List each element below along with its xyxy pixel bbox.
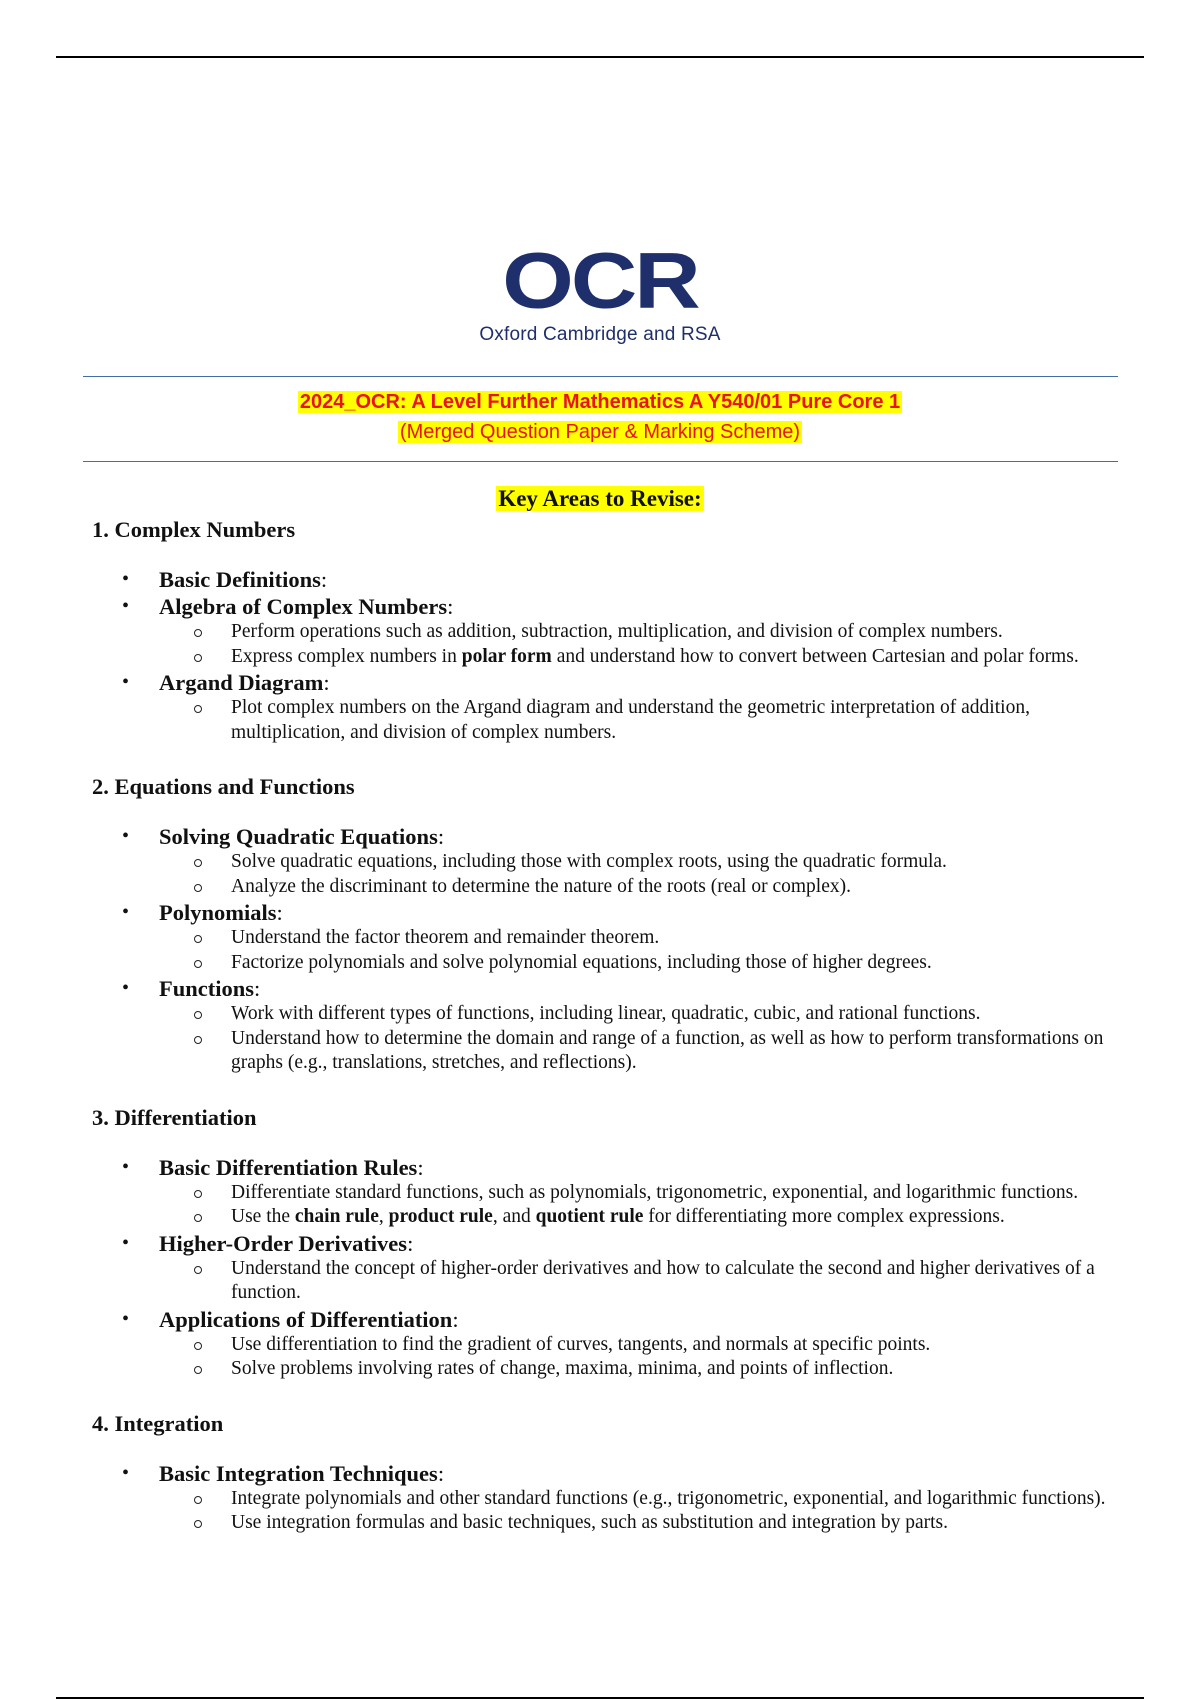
subtopic-text: Analyze the discriminant to determine the nature of the roots (real or complex). <box>231 875 851 897</box>
section <box>92 1410 1122 1536</box>
topic-list <box>92 1460 1122 1536</box>
subtopic-item <box>92 620 1122 645</box>
subtopic-item <box>92 1487 1122 1512</box>
topic-name: Basic Differentiation Rules <box>159 1154 418 1180</box>
topic-item: • Polynomials: Understand the factor theorem and remainder theorem. Factorize polynomials and solve polynomial equations, including those of higher degrees. <box>92 899 1122 975</box>
title-divider-bottom <box>83 461 1118 462</box>
revision-content <box>92 516 1122 1564</box>
bullet-icon: • <box>122 977 130 999</box>
bullet-icon: • <box>122 1307 130 1330</box>
title-line-2: (Merged Question Paper & Marking Scheme) <box>399 421 801 443</box>
circle-bullet-icon <box>194 1496 202 1504</box>
topic-name: Basic Integration Techniques <box>159 1460 438 1486</box>
subtopic-item <box>92 1205 1122 1230</box>
subtopic-text: Solve quadratic equations, including those with complex roots, using the quadratic formula. <box>231 851 947 872</box>
circle-bullet-icon <box>194 960 202 968</box>
circle-bullet-icon <box>194 1266 202 1274</box>
document-title <box>0 388 1200 448</box>
section-heading: 1. Complex Numbers <box>92 517 296 542</box>
topic-list <box>92 823 1122 1076</box>
bottom-rule <box>56 1697 1144 1699</box>
title-line-1: 2024_OCR: A Level Further Mathematics A Y540/01 Pure Core 1 <box>299 391 901 413</box>
topic-name: Polynomials <box>159 900 277 925</box>
ocr-logo <box>0 237 1200 346</box>
topic-item: • Basic Definitions: <box>122 567 328 592</box>
subtopic-text: Use differentiation to find the gradient of curves, tangents, and normals at specific points. <box>231 1333 931 1355</box>
subtopic-text: Plot complex numbers on the Argand diagram and understand the geometric interpretation of addition, multiplication, and division of complex numbers. <box>231 697 1030 743</box>
circle-bullet-icon <box>194 705 202 713</box>
topic-item: • Argand Diagram: Plot complex numbers on the Argand diagram and understand the geometric interpretation of addition, multiplication, and division of complex numbers. <box>92 669 1122 745</box>
subtopic-list <box>159 1002 1122 1076</box>
subtopic-text: Use integration formulas and basic techniques, such as substitution and integration by parts. <box>231 1512 949 1533</box>
subtopic-text: Differentiate standard functions, such as polynomials, trigonometric, exponential, and logarithmic functions. <box>231 1181 1079 1203</box>
subtopic-text: Understand the concept of higher-order derivatives and how to calculate the second and higher derivatives of a function. <box>231 1257 1095 1303</box>
subtopic-list <box>159 1333 1122 1382</box>
bullet-icon: • <box>122 595 130 617</box>
subtopic-item <box>92 951 1122 976</box>
subtopic-text: Express complex numbers in polar form and understand how to convert between Cartesian and polar forms. <box>231 645 1079 667</box>
circle-bullet-icon <box>194 935 202 943</box>
bullet-icon: • <box>122 901 130 923</box>
logo-subtitle: Oxford Cambridge and RSA <box>479 324 721 345</box>
subtopic-list <box>159 850 1122 899</box>
subtopic-list <box>159 1181 1122 1230</box>
topic-item: • Applications of Differentiation: Use differentiation to find the gradient of curves, tangents, and normals at specific points. Solve problems involving rates of change, maxima, minima, and points of inflection. <box>92 1306 1122 1382</box>
topic-name: Applications of Differentiation <box>159 1306 453 1332</box>
bullet-icon: • <box>122 1231 130 1254</box>
subtopic-item <box>92 1002 1122 1027</box>
title-divider-top <box>83 376 1118 377</box>
top-rule <box>56 56 1144 58</box>
subtopic-item <box>92 926 1122 951</box>
subtopic-item <box>92 1511 1122 1536</box>
subtopic-item <box>92 645 1122 670</box>
section <box>92 1104 1122 1382</box>
circle-bullet-icon <box>194 884 202 892</box>
section <box>92 773 1122 1076</box>
circle-bullet-icon <box>194 1214 202 1222</box>
subtopic-list <box>159 1487 1122 1536</box>
bullet-icon: • <box>122 568 130 590</box>
circle-bullet-icon <box>194 1366 202 1374</box>
topic-item: • Solving Quadratic Equations: Solve quadratic equations, including those with complex roots, using the quadratic formula. Analyze the discriminant to determine the nature of the roots (real or complex). <box>92 823 1122 899</box>
subtopic-text: Solve problems involving rates of change, maxima, minima, and points of inflection. <box>231 1358 894 1379</box>
circle-bullet-icon <box>194 654 202 662</box>
subtopic-list <box>159 926 1122 975</box>
section-heading: 4. Integration <box>92 1410 224 1436</box>
topic-name: Basic Definitions <box>159 567 321 592</box>
topic-item: • Algebra of Complex Numbers: Perform operations such as addition, subtraction, multiplication, and division of complex numbers. Express complex numbers in polar form and understand how to convert between Cartesian and polar forms. <box>92 593 1122 669</box>
bullet-icon: • <box>122 671 130 693</box>
circle-bullet-icon <box>194 1011 202 1019</box>
topic-name: Functions <box>159 976 255 1001</box>
subtopic-list <box>159 620 1122 669</box>
circle-bullet-icon <box>194 1190 202 1198</box>
topic-name: Higher-Order Derivatives <box>159 1230 408 1256</box>
topic-name: Argand Diagram <box>159 670 324 695</box>
subtopic-text: Integrate polynomials and other standard functions (e.g., trigonometric, exponential, and logarithmic functions). <box>231 1487 1106 1509</box>
circle-bullet-icon <box>194 859 202 867</box>
topic-item: • Basic Integration Techniques: Integrate polynomials and other standard functions (e.g., trigonometric, exponential, and logarithmic functions). Use integration formulas and basic techniques, such as substitution and integration by parts. <box>92 1460 1122 1536</box>
circle-bullet-icon <box>194 629 202 637</box>
subtopic-item <box>92 1257 1122 1306</box>
topic-list <box>92 1154 1122 1382</box>
topic-item: • Higher-Order Derivatives: Understand the concept of higher-order derivatives and how to calculate the second and higher derivatives of a function. <box>92 1230 1122 1306</box>
subtopic-text: Understand how to determine the domain and range of a function, as well as how to perform transformations on graphs (e.g., translations, stretches, and reflections). <box>231 1027 1104 1073</box>
subtopic-text: Use the chain rule, product rule, and quotient rule for differentiating more complex expressions. <box>231 1206 1005 1227</box>
topic-name: Solving Quadratic Equations <box>159 824 438 849</box>
subtopic-text: Work with different types of functions, including linear, quadratic, cubic, and rational functions. <box>231 1003 981 1024</box>
circle-bullet-icon <box>194 1342 202 1350</box>
logo-mark: OCR <box>502 237 698 325</box>
subtopic-item <box>92 1181 1122 1206</box>
section-heading: 2. Equations and Functions <box>92 774 355 799</box>
topic-name: Algebra of Complex Numbers <box>159 594 448 619</box>
bullet-icon: • <box>122 825 130 847</box>
subtopic-item <box>92 1027 1122 1076</box>
subtopic-list <box>159 1257 1122 1306</box>
circle-bullet-icon <box>194 1036 202 1044</box>
subtopic-item <box>92 850 1122 875</box>
subtopic-item <box>92 875 1122 900</box>
subtopic-item <box>92 1333 1122 1358</box>
subtopic-list <box>159 696 1122 745</box>
key-areas-heading: Key Areas to Revise: <box>498 486 702 511</box>
topic-item: • Functions: Work with different types of functions, including linear, quadratic, cubic, and rational functions. Understand how to determine the domain and range of a function, as well as how to perform transformations on graphs (e.g., translations, stretches, and reflections). <box>92 975 1122 1076</box>
subtopic-text: Understand the factor theorem and remainder theorem. <box>231 927 660 948</box>
subtopic-text: Perform operations such as addition, subtraction, multiplication, and division of complex numbers. <box>231 621 1003 642</box>
topic-item: • Basic Differentiation Rules: Differentiate standard functions, such as polynomials, trigonometric, exponential, and logarithmic functions. Use the chain rule, product rule, and quotient rule for differentiating more complex expressions. <box>92 1154 1122 1230</box>
subtopic-item <box>92 696 1122 745</box>
subtopic-item <box>92 1357 1122 1382</box>
topic-list <box>92 566 1122 745</box>
section <box>92 516 1122 745</box>
section-heading: 3. Differentiation <box>92 1104 257 1130</box>
circle-bullet-icon <box>194 1520 202 1528</box>
bullet-icon: • <box>122 1461 130 1484</box>
subtopic-text: Factorize polynomials and solve polynomial equations, including those of higher degrees. <box>231 951 932 973</box>
bullet-icon: • <box>122 1155 130 1178</box>
